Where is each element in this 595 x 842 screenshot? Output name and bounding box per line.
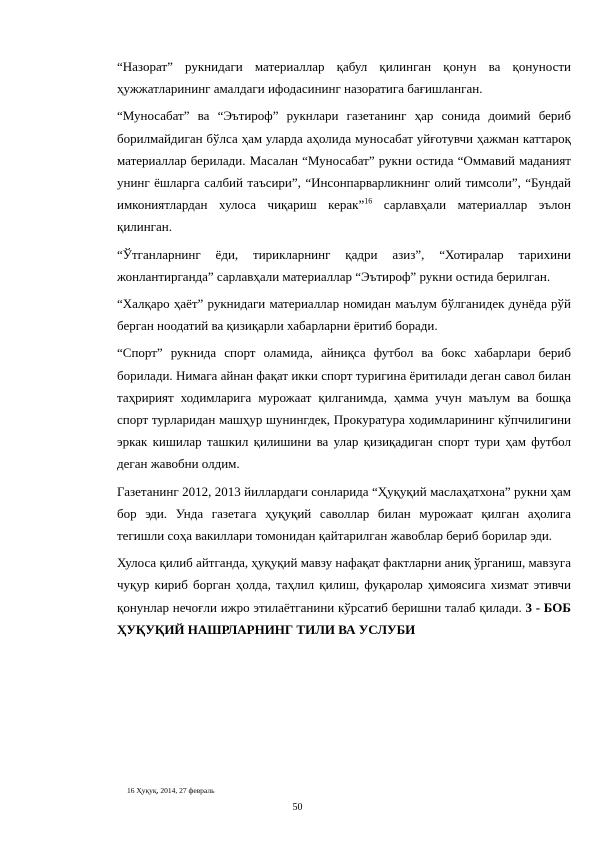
paragraph-nazorat: “Назорат” рукнидаги материаллар қабул қилинган қонун ва қонуности ҳужжатларининг амалдаги ифодасининг назоратига бағишланган. <box>117 59 571 97</box>
page-number: 50 <box>292 802 303 813</box>
paragraph-xulosa <box>117 552 571 641</box>
paragraph-etirof: “Ўтганларнинг ёди, тирикларнинг қадри азиз”, “Хотиралар тарихини жонлантирганда” сарлавҳали материаллар “Эътироф” рукни остида берилган. <box>117 246 571 284</box>
paragraph-sport: “Спорт” рукнида спорт оламида, айниқса футбол ва бокс хабарлари бериб борилади. Нимага айнан фақат икки спорт туригина ёритилади деган савол билан таҳририят ходимларига мурожаат қилганимда, ҳамма учун маълум ва бошқа спорт турларидан машҳур шунингдек, Прокуратура ходимларининг кўпчилигини эркак кишилар ташкил қилишини ва улар қизиқадиган спорт тури ҳам футбол деган жавобни олдим. <box>117 345 571 472</box>
paragraph-xulosa-text: Хулоса қилиб айтганда, ҳуқуқий мавзу нафақат фактларни аниқ ўрганиш, мавзуга чуқур кириб борган ҳолда, таҳлил қилиш, фуқаролар ҳимоясига хизмат этивчи қонунлар нечоғли ижро этилаётганини кўрсатиб беришни талаб қилади. <box>117 555 571 615</box>
chapter-heading: 3 - БОБ ҲУҚУҚИЙ НАШРЛАРНИНГ ТИЛИ ВА УСЛУБИ <box>117 599 571 637</box>
footnote-reference: 16 <box>364 196 373 206</box>
footnote: 16 Ҳуқуқ, 2014, 27 февраль <box>127 786 215 795</box>
document-page <box>117 56 571 641</box>
paragraph-xalqaro-hayot: “Халқаро ҳаёт” рукнидаги материаллар номидан маълум бўлганидек дунёда рўй берган ноодатий ва қизиқарли хабарларни ёритиб боради. <box>117 296 571 334</box>
paragraph-munosabat-tail: сарлавҳали материаллар эълон қилинган. <box>117 197 571 235</box>
paragraph-munosabat <box>117 105 571 238</box>
paragraph-huquqiy-maslahatxona: Газетанинг 2012, 2013 йиллардаги сонларида “Ҳуқуқий маслаҳатхона” рукни ҳам бор эди. Унда газетага ҳуқуқий саволлар билан мурожаат қилган аҳолига тегишли соҳа вакиллари томонидан қайтарилган жавоблар бериб борилар эди. <box>117 483 571 544</box>
paragraph-munosabat-text: “Муносабат” ва “Эътироф” рукнлари газетанинг ҳар сонида доимий бериб борилмайдиган бўлса ҳам уларда аҳолида муносабат уйғотувчи ҳажман каттароқ материаллар берилади. Масалан “Муносабат” рукни остида “Оммавий маданият унинг ёшларга салбий таъсири”, “Инсонпарварликнинг олий тимсоли”, “Бундай имкониятлардан хулоса чиқариш керак” <box>117 108 571 213</box>
